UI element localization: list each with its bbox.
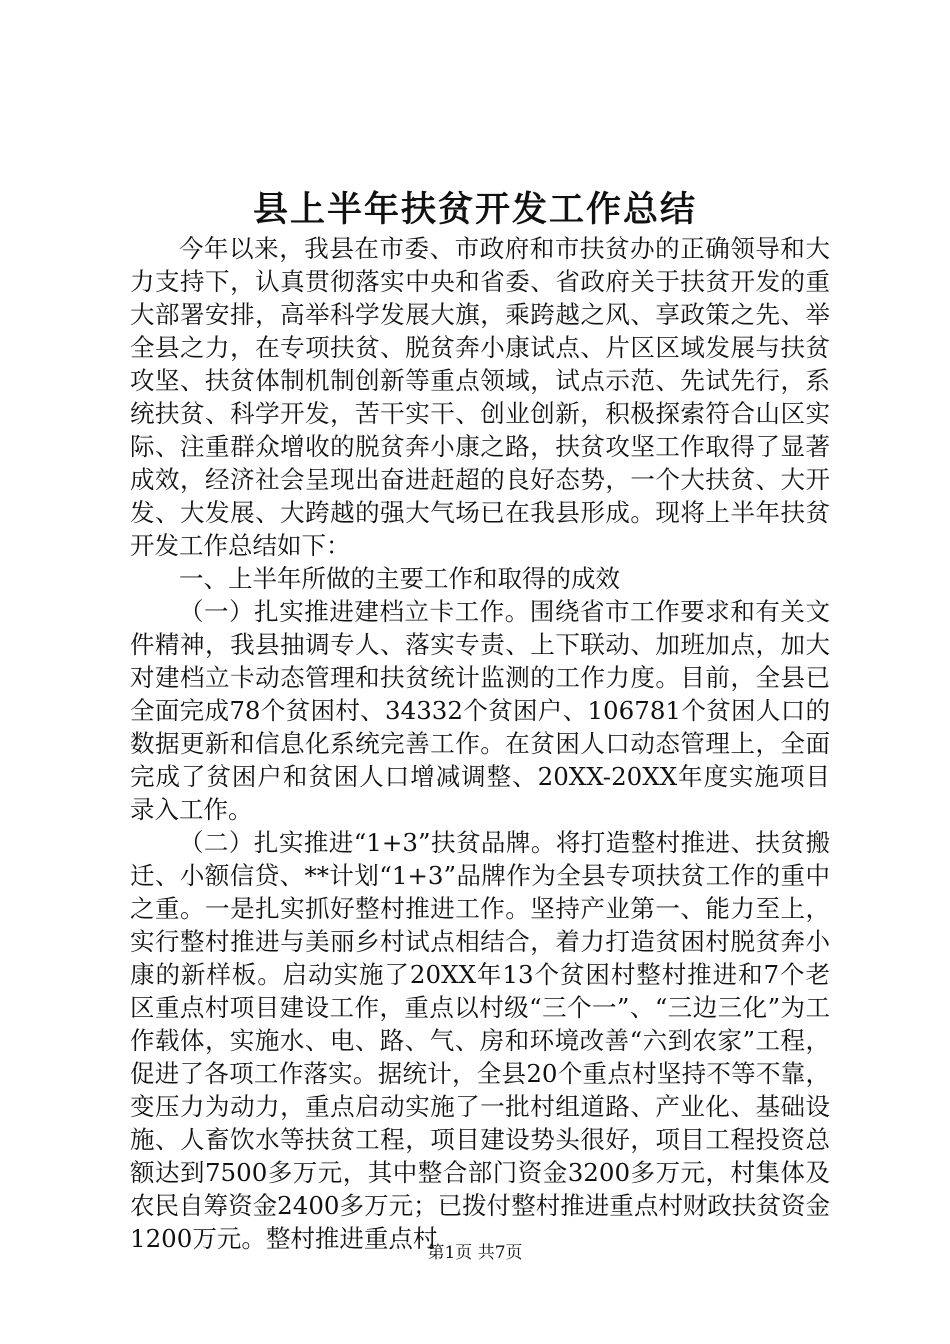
paragraph-subsection-1: （一）扎实推进建档立卡工作。围绕省市工作要求和有关文件精神，我县抽调专人、落实专责、上下联动、加班加点，加大对建档立卡动态管理和扶贫统计监测的工作力度。目前，全县已全面完成78个贫困村、34332个贫困户、106781个贫困人口的数据更新和信息化系统完善工作。在贫困人口动态管理上，全面完成了贫困户和贫困人口增减调整、20XX-20XX年度实施项目录入工作。 <box>130 597 830 824</box>
page-footer <box>0 1241 950 1265</box>
paragraph-intro: 今年以来，我县在市委、市政府和市扶贫办的正确领导和大力支持下，认真贯彻落实中央和省委、省政府关于扶贫开发的重大部署安排，高举科学发展大旗，乘跨越之风、享政策之先、举全县之力，在专项扶贫、脱贫奔小康试点、片区区域发展与扶贫攻坚、扶贫体制机制创新等重点领域，试点示范、先试先行，系统扶贫、科学开发，苦干实干、创业创新，积极探索符合山区实际、注重群众增收的脱贫奔小康之路，扶贫攻坚工作取得了显著成效，经济社会呈现出奋进赶超的良好态势，一个大扶贫、大开发、大发展、大跨越的强大气场已在我县形成。现将上半年扶贫开发工作总结如下： <box>130 234 830 560</box>
document-body <box>130 232 830 1255</box>
paragraph-subsection-2: （二）扎实推进“1+3”扶贫品牌。将打造整村推进、扶贫搬迁、小额信贷、**计划“1+3”品牌作为全县专项扶贫工作的重中之重。一是扎实抓好整村推进工作。坚持产业第一、能力至上，实行整村推进与美丽乡村试点相结合，着力打造贫困村脱贫奔小康的新样板。启动实施了20XX年13个贫困村整村推进和7个老区重点村项目建设工作，重点以村级“三个一”、“三边三化”为工作载体，实施水、电、路、气、房和环境改善“六到农家”工程，促进了各项工作落实。据统计，全县20个重点村坚持不等不靠，变压力为动力，重点启动实施了一批村组道路、产业化、基础设施、人畜饮水等扶贫工程，项目建设势头很好，项目工程投资总额达到7500多万元，其中整合部门资金3200多万元，村集体及农民自筹资金2400多万元；已拨付整村推进重点村财政扶贫资金1200万元。整村推进重点村 <box>130 828 830 1253</box>
section-heading: 一、上半年所做的主要工作和取得的成效 <box>179 564 620 593</box>
document-title: 县上半年扶贫开发工作总结 <box>252 189 697 230</box>
page-number: 第1页 共7页 <box>427 1243 523 1263</box>
